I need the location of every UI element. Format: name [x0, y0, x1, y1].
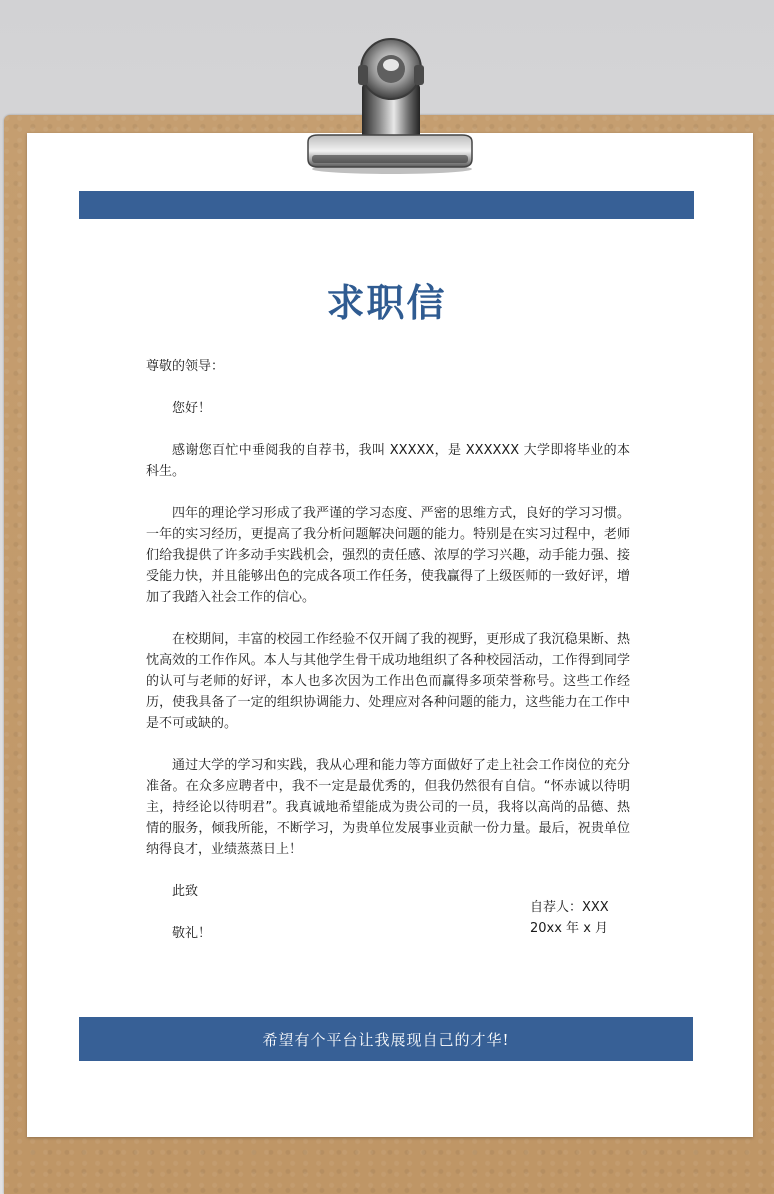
paragraph-study: 四年的理论学习形成了我严谨的学习态度、严密的思维方式，良好的学习习惯。一年的实习经历，更提高了我分析问题解决问题的能力。特别是在实习过程中，老师们给我提供了许多动手实践机会，强烈的责任感、浓厚的学习兴趣，动手能力强、接受能力快，并且能够出色的完成各项工作任务，使我赢得了上级医师的一致好评，增加了我踏入社会工作的信心。: [146, 506, 630, 605]
paragraph-campus: 在校期间，丰富的校园工作经验不仅开阔了我的视野，更形成了我沉稳果断、热忱高效的工作作风。本人与其他学生骨干成功地组织了各种校园活动，工作得到同学的认可与老师的好评，本人也多次因为工作出色而赢得多项荣誉称号。这些工作经历，使我具备了一定的组织协调能力、处理应对各种问题的能力，这些能力在工作中是不可或缺的。: [146, 632, 630, 731]
closing-regards: 敬礼！: [172, 926, 212, 941]
binder-clip-icon: [300, 27, 480, 177]
letter-body: [146, 356, 630, 965]
footer-slogan: 希望有个平台让我展现自己的才华!: [262, 1030, 510, 1049]
greeting: 您好！: [172, 401, 212, 416]
header-bar: [79, 191, 694, 219]
signature-block: [530, 897, 609, 939]
salutation: 尊敬的领导：: [146, 359, 225, 374]
closing-line: 此致: [172, 884, 199, 899]
letter-title: 求职信: [326, 280, 447, 325]
paragraph-conclusion: 通过大学的学习和实践，我从心理和能力等方面做好了走上社会工作岗位的充分准备。在众多应聘者中，我不一定是最优秀的，但我仍然很有自信。“怀赤诚以待明主，持经论以待明君”。我真诚地希望能成为贵公司的一员，我将以高尚的品德、热情的服务，倾我所能，不断学习，为贵单位发展事业贡献一份力量。最后，祝贵单位纳得良才，业绩蒸蒸日上！: [146, 758, 630, 857]
letter-date: 20xx 年 x 月: [530, 921, 609, 936]
footer-bar: [79, 1017, 693, 1061]
signer-name: 自荐人：XXX: [530, 900, 609, 915]
paragraph-intro: 感谢您百忙中垂阅我的自荐书，我叫 XXXXX，是 XXXXXX 大学即将毕业的本科生。: [146, 443, 630, 479]
